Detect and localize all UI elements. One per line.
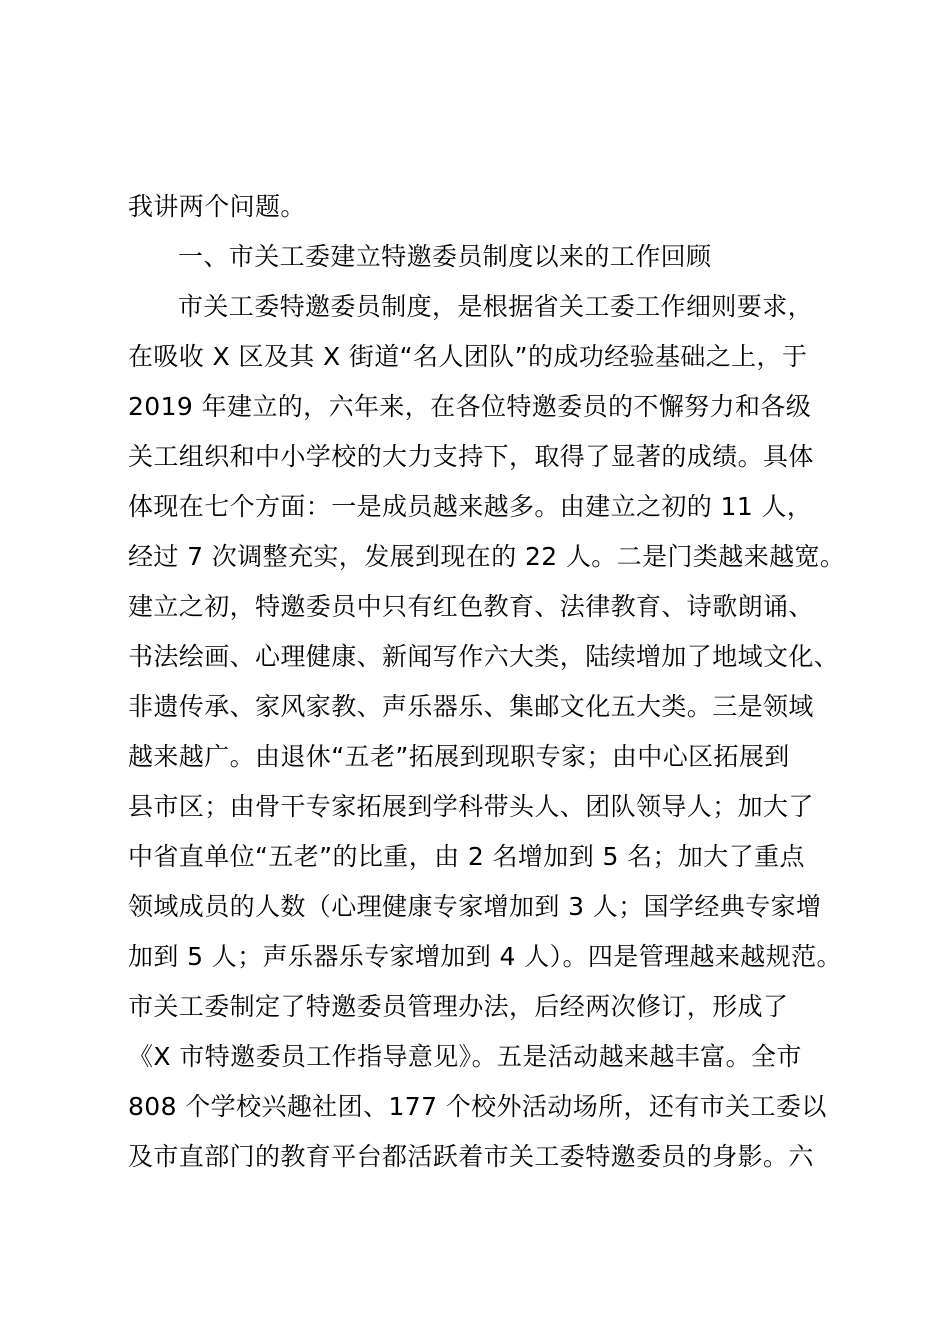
text-line: 加到 5 人；声乐器乐专家增加到 4 人）。四是管理越来越规范。 [128, 942, 842, 971]
text-line: 非遗传承、家风家教、声乐器乐、集邮文化五大类。三是领域 [128, 692, 814, 721]
text-line: 808 个学校兴趣社团、177 个校外活动场所，还有市关工委以 [128, 1092, 827, 1121]
text-line: 中省直单位“五老”的比重，由 2 名增加到 5 名；加大了重点 [128, 842, 805, 871]
paragraph-first-line: 市关工委特邀委员制度，是根据省关工委工作细则要求， [178, 292, 814, 321]
text-line: 及市直部门的教育平台都活跃着市关工委特邀委员的身影。六 [128, 1142, 814, 1171]
body-text [128, 182, 858, 1182]
text-line: 市关工委制定了特邀委员管理办法，后经两次修订，形成了 [128, 992, 789, 1021]
text-line: 领域成员的人数（心理健康专家增加到 3 人；国学经典专家增 [128, 892, 822, 921]
text-line: 关工组织和中小学校的大力支持下，取得了显著的成绩。具体 [128, 442, 814, 471]
text-line: 县市区；由骨干专家拓展到学科带头人、团队领导人；加大了 [128, 792, 814, 821]
text-line: 在吸收 X 区及其 X 街道“名人团队”的成功经验基础之上，于 [128, 342, 808, 371]
text-line: 书法绘画、心理健康、新闻写作六大类，陆续增加了地域文化、 [128, 642, 840, 671]
text-line: 2019 年建立的，六年来，在各位特邀委员的不懈努力和各级 [128, 392, 812, 421]
text-line: 建立之初，特邀委员中只有红色教育、法律教育、诗歌朗诵、 [128, 592, 814, 621]
section-heading: 一、市关工委建立特邀委员制度以来的工作回顾 [178, 242, 712, 271]
text-line: 我讲两个问题。 [128, 192, 306, 221]
text-line: 《X 市特邀委员工作指导意见》。五是活动越来越丰富。全市 [128, 1042, 802, 1071]
text-line: 越来越广。由退休“五老”拓展到现职专家；由中心区拓展到 [128, 742, 790, 771]
text-line: 体现在七个方面：一是成员越来越多。由建立之初的 11 人， [128, 492, 813, 521]
text-line: 经过 7 次调整充实，发展到现在的 22 人。二是门类越来越宽。 [128, 542, 846, 571]
